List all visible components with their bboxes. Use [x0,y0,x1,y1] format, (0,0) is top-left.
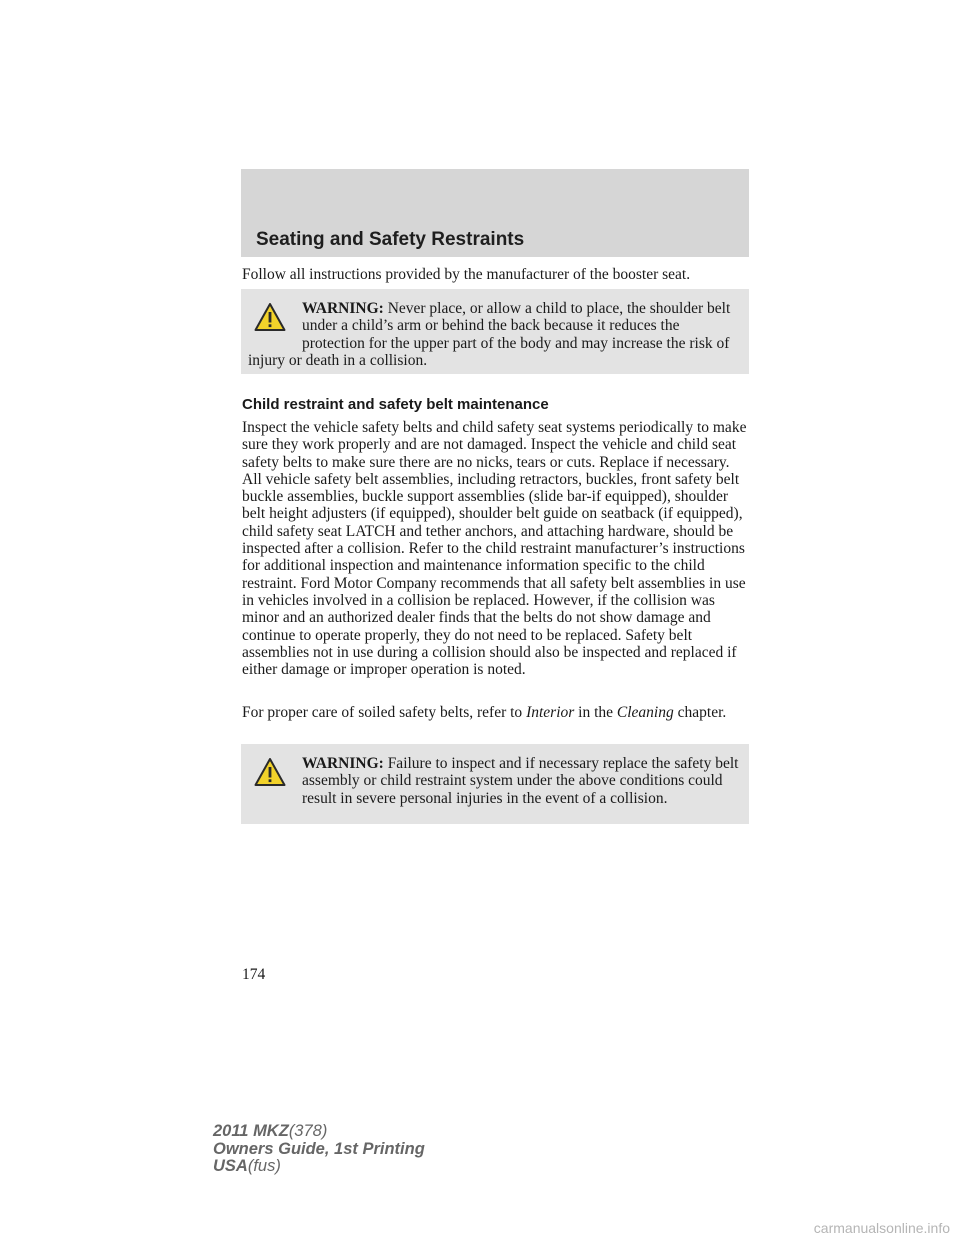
care-mid: in the [578,704,614,721]
warning-label: WARNING: [302,300,384,317]
warning-triangle-icon [254,302,286,332]
warning-box-2 [241,744,749,824]
care-paragraph [242,704,750,721]
care-prefix: For proper care of soiled safety belts, refer to [242,704,523,721]
interior-reference: Interior [526,704,575,721]
footer-print-info [213,1123,425,1176]
warning-text: Never place, or allow a child to place, the shoulder belt under a child’s arm or behind the back because it reduces the protection for the upper part of the body and may increase the risk of injury or death in a collision. [248,300,731,369]
footer-model-code: (378) [288,1122,328,1140]
warning-text: Failure to inspect and if necessary replace the safety belt assembly or child restraint system under the above conditions could result in severe personal injuries in the event of a collision. [302,755,739,807]
maintenance-paragraph: Inspect the vehicle safety belts and child safety seat systems periodically to make sure they work properly and are not damaged. Inspect the vehicle and child seat safety belts to make sure there are no nicks, tears or cuts. Replace if necessary. All vehicle safety belt assemblies, including retractors, buckles, front safety belt buckle assemblies, buckle support assemblies (slide bar-if equipped), shoulder belt height adjusters (if equipped), shoulder belt guide on seatback (if equipped), child safety seat LATCH and tether anchors, and attaching hardware, should be inspected after a collision. Refer to the child restraint manufacturer’s instructions for additional inspection and maintenance information specific to the child restraint. Ford Motor Company recommends that all safety belt assemblies in use in vehicles involved in a collision be replaced. However, if the collision was minor and an authorized dealer finds that the belts do not show damage and continue to operate properly, they do not need to be replaced. Safety belt assemblies not in use during a collision should also be inspected and replaced if either damage or improper operation is noted. [242,419,747,679]
footer-guide: Owners Guide, 1st Printing [213,1139,425,1158]
maintenance-heading: Child restraint and safety belt maintenance [242,396,549,413]
watermark: carmanualsonline.info [813,1220,950,1236]
cleaning-reference: Cleaning [616,704,674,721]
warning-box-1 [241,289,749,374]
warning-label: WARNING: [302,755,384,772]
footer-market-code: (fus) [247,1157,281,1175]
warning-triangle-icon [254,757,286,787]
footer-model: 2011 MKZ [213,1122,289,1140]
care-suffix: chapter. [677,704,727,721]
intro-text: Follow all instructions provided by the manufacturer of the booster seat. [242,266,691,283]
section-title: Seating and Safety Restraints [256,229,525,250]
footer-market: USA [213,1157,248,1175]
page-number: 174 [242,966,266,983]
